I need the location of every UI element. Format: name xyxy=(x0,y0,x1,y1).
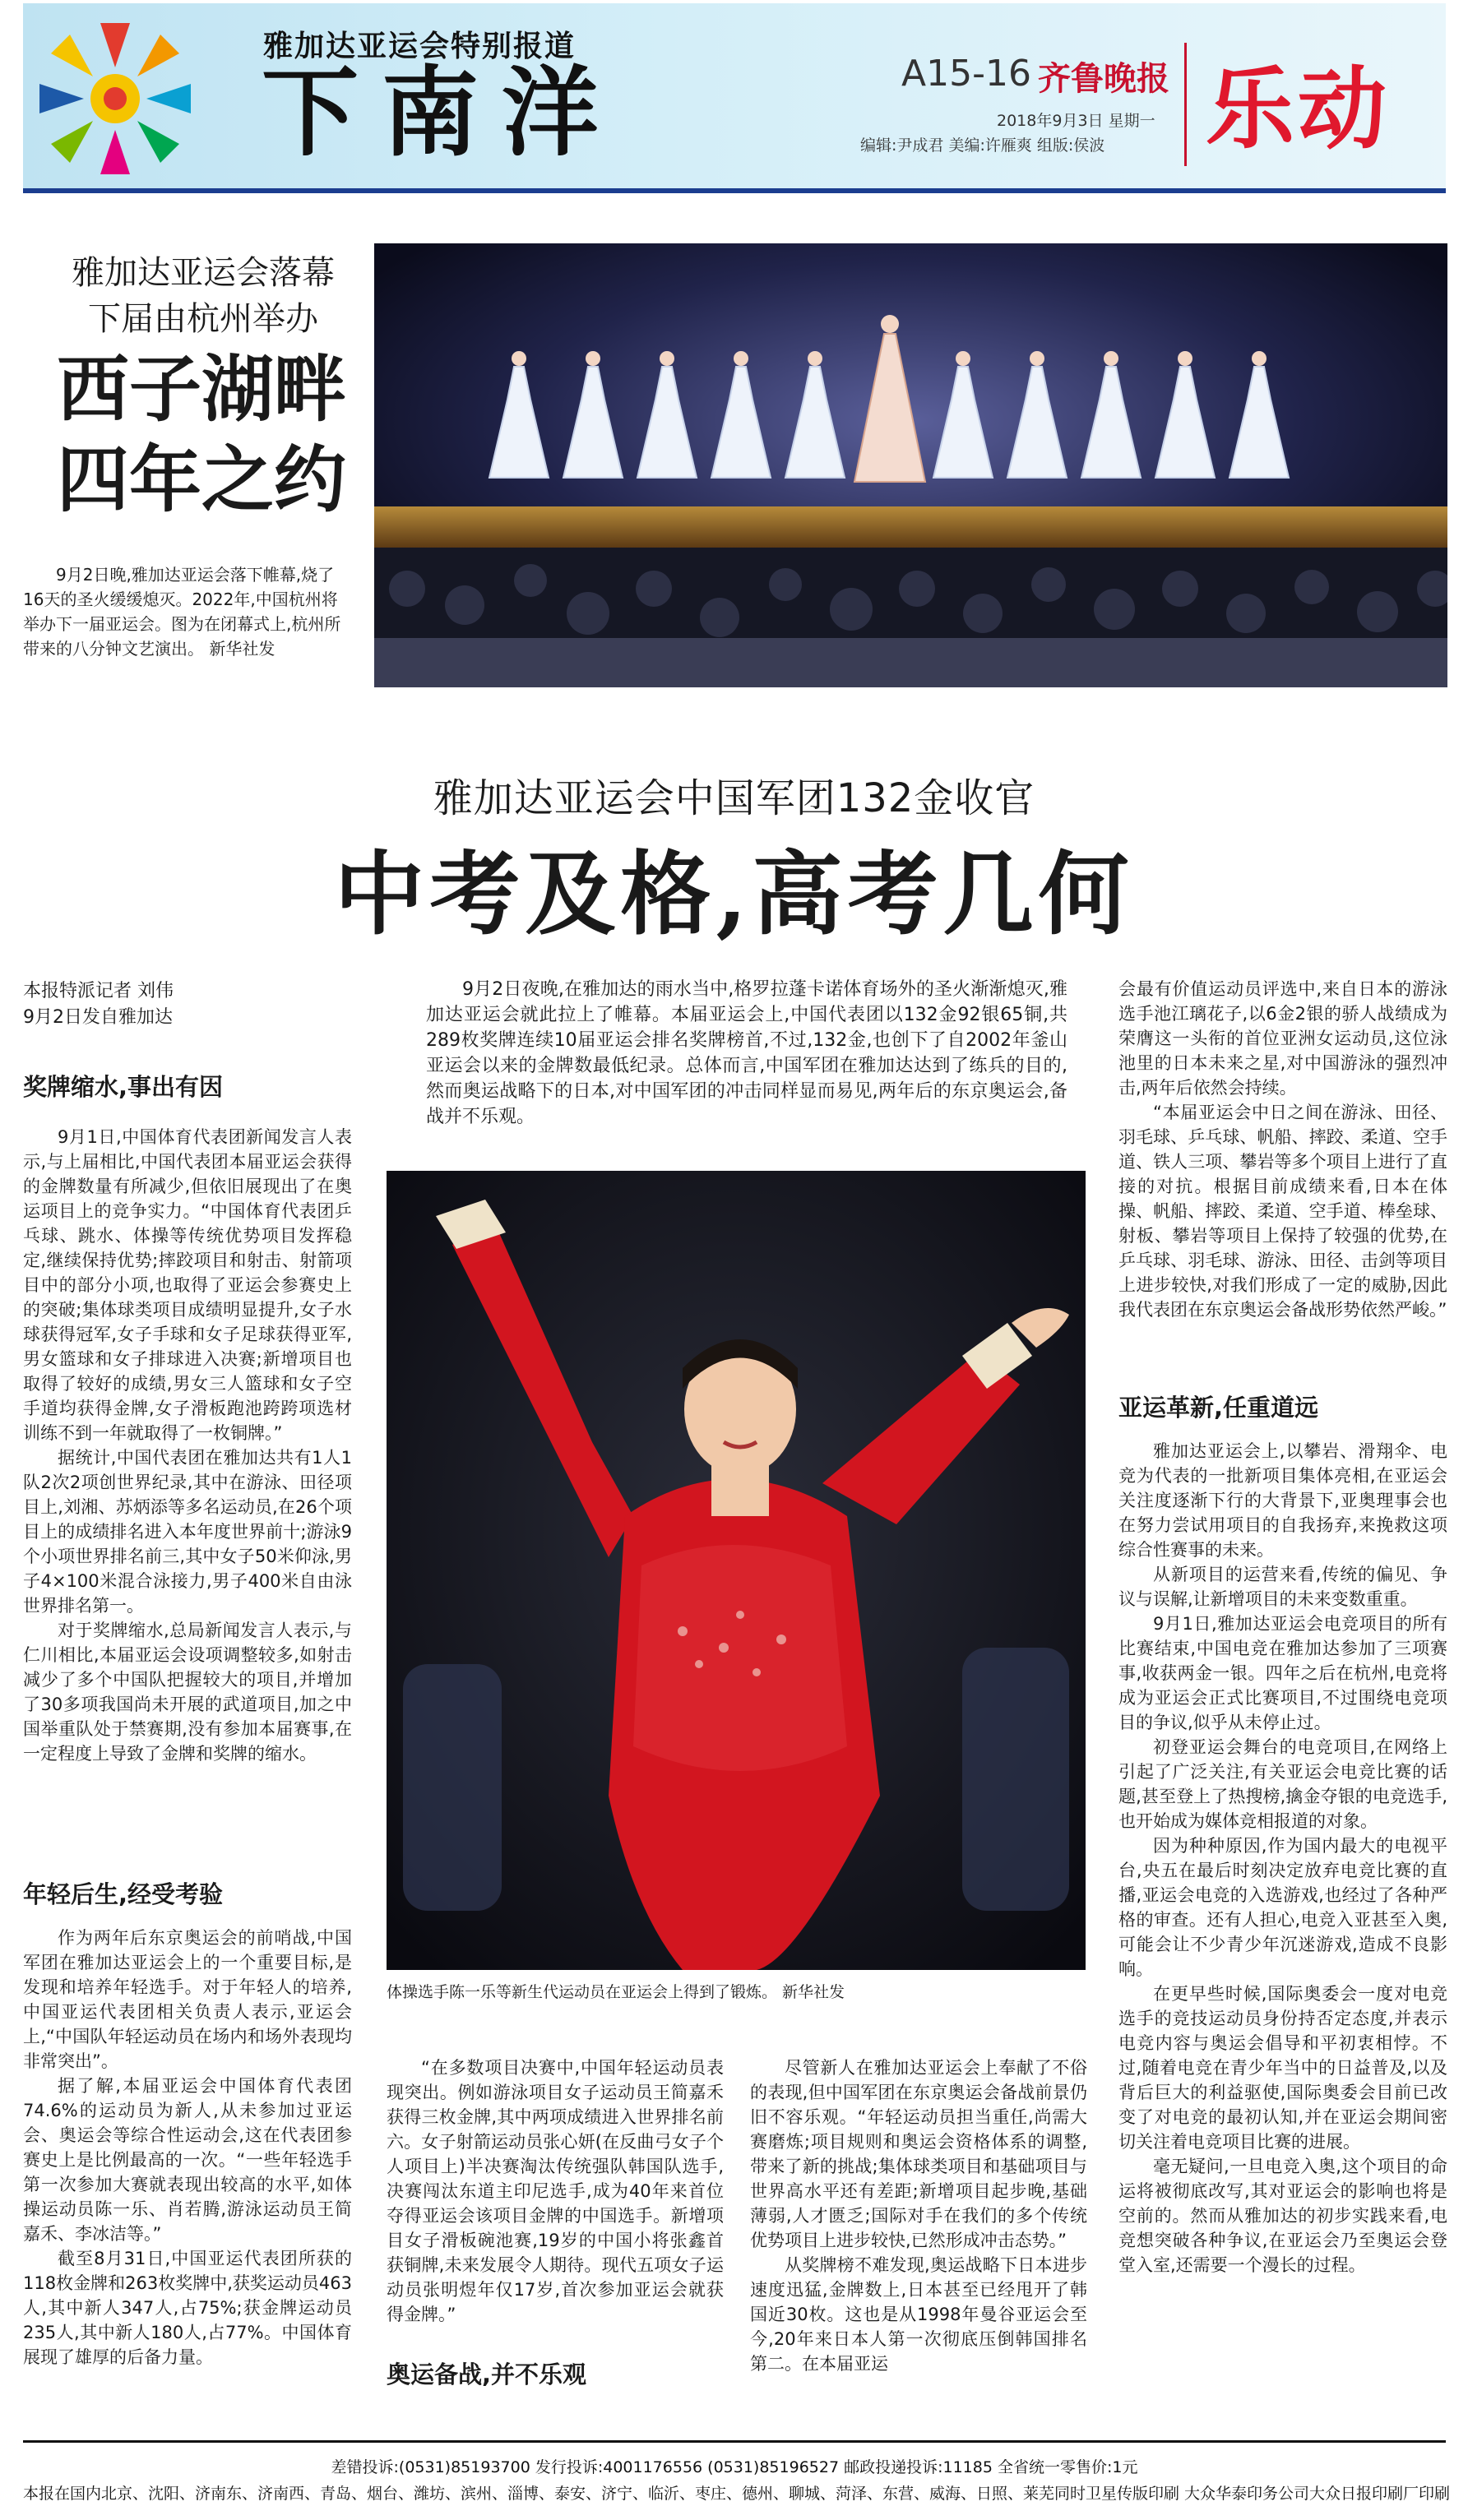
paragraph: “在多数项目决赛中,中国年轻运动员表现突出。例如游泳项目女子运动员王简嘉禾获得三枚金牌,其中两项成绩进入世界排名前六。女子射箭运动员张心妍(在反曲弓女子个人项目上)半决赛淘汰传统强队韩国队选手,决赛闯汰东道主印尼选手,成为40年来首位夺得亚运会该项目金牌的中国选手。新增项目女子滑板碗池赛,19岁的中国小将张鑫首获铜牌,未来发展令人期待。现代五项女子运动员张明煜年仅17岁,首次参加亚运会就获得金牌。” xyxy=(387,2058,724,2324)
header-divider xyxy=(1184,43,1187,166)
editors-credit: 编辑:尹成君 美编:许雁爽 组版:侯波 xyxy=(860,136,1105,155)
paragraph: 9月1日,中国体育代表团新闻发言人表示,与上届相比,中国代表团本届亚运会获得的金牌数量有所减少,但依旧展现出了在奥运项目上的竞争实力。“中国体育代表团乒乓球、跳水、体操等传统优势项目发挥稳定,继续保持优势;摔跤项目和射击、射箭项目中的部分小项,也取得了亚运会参赛史上的突破;集体球类项目成绩明显提升,女子水球获得冠军,女子手球和女子足球获得亚军,男女篮球和女子排球进入决赛;新增项目也取得了较好的成绩,男女三人篮球和女子空手道均获得金牌,女子滑板跑池跨跨项选材训练不到一年就取得了一枚铜牌。” xyxy=(23,1127,352,1443)
subhead-young-athletes: 年轻后生,经受考验 xyxy=(23,1880,224,1908)
paragraph: 据了解,本届亚运会中国体育代表团74.6%的运动员为新人,从未参加过亚运会、奥运会等综合性运动会,这在代表团参赛史上是比例最高的一次。“一些年轻选手第一次参加大赛就表现出较高的水平,如体操运动员陈一乐、肖若腾,游泳运动员王简嘉禾、李冰洁等。” xyxy=(23,2076,352,2244)
main-photo-caption: 体操选手陈一乐等新生代运动员在亚运会上得到了锻炼。 新华社发 xyxy=(387,1983,845,2001)
paragraph: 会最有价值运动员评选中,来自日本的游泳选手池江璃花子,以6金2银的骄人战绩成为荣膺这一头衔的首位亚洲女运动员,这位泳池里的日本未来之星,对中国游泳的强烈冲击,两年后依然会持续。 xyxy=(1118,979,1447,1098)
paragraph: 在更早些时候,国际奥委会一度对电竞选手的竞技运动员身份持否定态度,并表示电竞内容与奥运会倡导和平初衷相悖。不过,随着电竞在青少年当中的日益普及,以及背后巨大的利益驱使,国际奥委会目前已改变了对电竞的最初认知,并在亚运会期间密切关注着电竞项目比赛的进展。 xyxy=(1118,1984,1447,2152)
lead-title xyxy=(25,344,378,525)
column-name: 下南洋 xyxy=(262,55,623,169)
section-name: 乐动 xyxy=(1206,58,1391,161)
paragraph: 初登亚运会舞台的电竞项目,在网络上引起了广泛关注,有关亚运会电竞比赛的话题,甚至登上了热搜榜,擒金夺银的电竞选手,也开始成为媒体竞相报道的对象。 xyxy=(1118,1737,1447,1831)
lead-photo-caption: 9月2日晚,雅加达亚运会落下帷幕,烧了16天的圣火缓缓熄灭。2022年,中国杭州将举办下一届亚运会。图为在闭幕式上,杭州所带来的八分钟文艺演出。 新华社发 xyxy=(23,565,341,659)
lead-kicker-line: 下届由杭州举办 xyxy=(88,300,318,338)
article-column-1b xyxy=(23,1926,352,2370)
lead-kicker-line: 雅加达亚运会落幕 xyxy=(72,254,335,292)
special-report-label: 雅加达亚运会特别报道 xyxy=(263,30,577,63)
footer-contacts: 差错投诉:(0531)85193700 发行投诉:4001176556 (0531)85196527 邮政投递投诉:11185 全省统一零售价:1元 xyxy=(331,2458,1138,2476)
article-column-2b xyxy=(387,2055,724,2327)
paragraph: 9月1日,雅加达亚运会电竞项目的所有比赛结束,中国电竞在雅加达参加了三项赛事,收获两金一银。四年之后在杭州,电竞将成为亚运会正式比赛项目,不过围绕电竞项目的争议,似乎从未停止过。 xyxy=(1118,1614,1447,1732)
paragraph: 作为两年后东京奥运会的前哨战,中国军团在雅加达亚运会上的一个重要目标,是发现和培养年轻选手。对于年轻人的培养,中国亚运代表团相关负责人表示,亚运会上,“中国队年轻运动员在场内和场外表现均非常突出”。 xyxy=(23,1928,352,2071)
subhead-olympics-prep: 奥运备战,并不乐观 xyxy=(387,2360,587,2388)
closing-ceremony-photo xyxy=(374,243,1447,687)
paragraph: 对于奖牌缩水,总局新闻发言人表示,与仁川相比,本届亚运会设项调整较多,如射击减少了多个中国队把握较大的项目,并增加了30多项我国尚未开展的武道项目,加之中国举重队处于禁赛期,没有参加本届赛事,在一定程度上导致了金牌和奖牌的缩水。 xyxy=(23,1621,352,1764)
article-column-4b xyxy=(1118,1439,1447,2277)
lead-kicker xyxy=(51,250,355,342)
paragraph: 尽管新人在雅加达亚运会上奉献了不俗的表现,但中国军团在东京奥运会备战前景仍旧不容乐观。“年轻运动员担当重任,尚需大赛磨炼;项目规则和奥运会资格体系的调整,带来了新的挑战;集体球类项目和基础项目与世界高水平还有差距;新增项目起步晚,基础薄弱,人才匮乏;国际对手在我们的多个传统优势项目上进步较快,已然形成冲击态势。” xyxy=(750,2058,1087,2250)
paragraph: 截至8月31日,中国亚运代表团所获的118枚金牌和263枚奖牌中,获奖运动员463人,其中新人347人,占75%;获金牌运动员235人,其中新人180人,占77%。中国体育展现了雄厚的后备力量。 xyxy=(23,2249,352,2367)
paper-name: 齐鲁晚报 xyxy=(1038,59,1169,98)
asian-games-logo xyxy=(33,16,197,181)
lead-title-line: 西子湖畔 xyxy=(56,346,346,432)
paragraph: 据统计,中国代表团在雅加达共有1人1队2次2项创世界纪录,其中在游泳、田径项目上,刘湘、苏炳添等多名运动员,在26个项目上的成绩排名进入本年度世界前十;游泳9个小项世界排名前三,其中女子50米仰泳,男子4×100米混合泳接力,男子400米自由泳世界排名第一。 xyxy=(23,1448,352,1616)
subhead-medal-shrink: 奖牌缩水,事出有因 xyxy=(23,1073,224,1101)
main-kicker: 雅加达亚运会中国军团132金收官 xyxy=(433,775,1035,821)
paragraph: 毫无疑问,一旦电竞入奥,这个项目的命运将被彻底改写,其对亚运会的影响也将是空前的。然而从雅加达的初步实践来看,电竞想突破各种争议,在亚运会乃至奥运会登堂入室,还需要一个漫长的过程。 xyxy=(1118,2157,1447,2275)
paragraph: 从新项目的运营来看,传统的偏见、争议与误解,让新增项目的未来变数重重。 xyxy=(1118,1565,1447,1609)
article-intro: 9月2日夜晚,在雅加达的雨水当中,格罗拉蓬卡诺体育场外的圣火渐渐熄灭,雅加达亚运会就此拉上了帷幕。本届亚运会上,中国代表团以132金92银65铜,共289枚奖牌连续10届亚运会排名奖牌榜首,不过,132金,也创下了自2002年釜山亚运会以来的金牌数最低纪录。总体而言,中国军团在雅加达达到了练兵的目的,然而奥运战略下的日本,对中国军团的冲击同样显而易见,两年后的东京奥运会,备战并不乐观。 xyxy=(426,979,1067,1127)
dateline: 9月2日发自雅加达 xyxy=(23,1007,173,1028)
article-column-1a xyxy=(23,1125,352,1766)
byline: 本报特派记者 刘伟 xyxy=(23,981,174,1001)
paragraph: 从奖牌榜不难发现,奥运战略下日本进步速度迅猛,金牌数上,日本甚至已经甩开了韩国近30枚。这也是从1998年曼谷亚运会至今,20年来日本人第一次彻底压倒韩国排名第二。在本届亚运 xyxy=(750,2255,1087,2374)
article-column-4a xyxy=(1118,977,1447,1322)
main-headline: 中考及格,高考几何 xyxy=(334,841,1134,947)
gymnast-photo xyxy=(387,1171,1086,1970)
footer-printing-info: 本报在国内北京、沈阳、济南东、济南西、青岛、烟台、潍坊、滨州、淄博、泰安、济宁、临沂、枣庄、德州、聊城、菏泽、东营、威海、日照、莱芜同时卫星传版印刷 大众华泰印务公司大众日报印刷厂印刷 xyxy=(23,2485,1451,2503)
paragraph: “本届亚运会中日之间在游泳、田径、羽毛球、乒乓球、帆船、摔跤、柔道、空手道、铁人三项、攀岩等多个项目上进行了直接的对抗。根据目前成绩来看,日本在体操、帆船、摔跤、柔道、空手道、棒垒球、射板、攀岩等项目上保持了较强的优势,在乒乓球、羽毛球、游泳、田径、击剑等项目上进步较快,对我们形成了一定的威胁,因此我代表团在东京奥运会备战形势依然严峻。” xyxy=(1118,1103,1447,1320)
paragraph: 因为种种原因,作为国内最大的电视平台,央五在最后时刻决定放弃电竞比赛的直播,亚运会电竞的入选游戏,也经过了各种严格的审查。还有人担心,电竞入亚甚至入奥,可能会让不少青少年沉迷游戏,造成不良影响。 xyxy=(1118,1836,1447,1979)
article-column-3b xyxy=(750,2055,1087,2376)
page-number: A15-16 xyxy=(901,53,1031,95)
footer-rule xyxy=(23,2440,1446,2443)
subhead-reform: 亚运革新,任重道远 xyxy=(1118,1394,1319,1422)
lead-title-line: 四年之约 xyxy=(56,437,346,522)
paragraph: 雅加达亚运会上,以攀岩、滑翔伞、电竞为代表的一批新项目集体亮相,在亚运会关注度逐渐下行的大背景下,亚奥理事会也在努力尝试用项目的自我扬弃,来挽救这项综合性赛事的未来。 xyxy=(1118,1441,1447,1560)
issue-date: 2018年9月3日 星期一 xyxy=(997,112,1155,130)
